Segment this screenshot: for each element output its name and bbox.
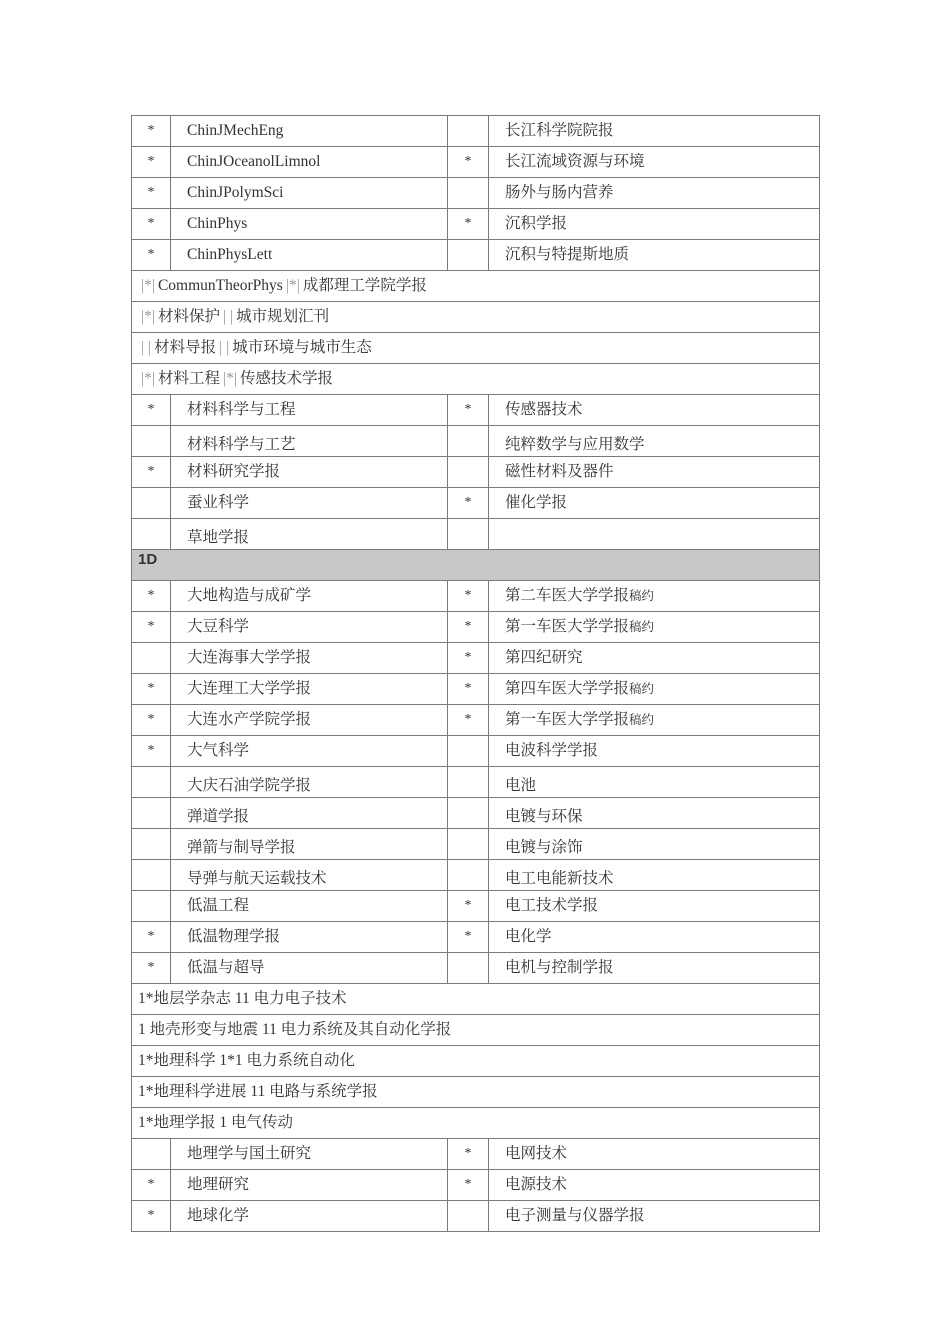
- core-mark-left: *: [132, 178, 171, 209]
- cell-separator: | |: [222, 308, 234, 325]
- journal-name-right: [489, 922, 820, 953]
- core-mark-left: *: [132, 209, 171, 240]
- journal-name-left: 弹箭与制导学报: [171, 829, 448, 860]
- core-mark-right: *: [448, 1139, 489, 1170]
- merged-text-part: 1 地壳形变与地震 11 电力系统及其自动化学报: [138, 1021, 452, 1038]
- journal-name-text: 电工电能新技术: [505, 870, 614, 887]
- core-mark-left: [132, 767, 171, 798]
- merged-text-part: 传感技术学报: [239, 370, 333, 387]
- journal-name-text: 电镀与环保: [505, 808, 583, 825]
- merged-row: [132, 364, 820, 395]
- journal-name-text: 第二车医大学学报: [505, 587, 630, 604]
- journal-name-right: [489, 240, 820, 271]
- table-row: [132, 426, 820, 457]
- table-row: [132, 457, 820, 488]
- journal-name-right: [489, 798, 820, 829]
- core-mark-right: *: [448, 395, 489, 426]
- core-mark-right: [448, 240, 489, 271]
- core-mark-left: *: [132, 457, 171, 488]
- merged-row: [132, 302, 820, 333]
- core-mark-right: [448, 457, 489, 488]
- merged-text-part: 城市规划汇刊: [236, 308, 330, 325]
- journal-name-right: [489, 643, 820, 674]
- journal-name-left: 大连理工大学学报: [171, 674, 448, 705]
- journal-name-left: 大地构造与成矿学: [171, 581, 448, 612]
- journal-name-right: [489, 116, 820, 147]
- core-mark-right: *: [448, 147, 489, 178]
- journal-name-text: 电化学: [505, 928, 552, 945]
- merged-row-text: [132, 302, 820, 333]
- merged-row-text: [132, 364, 820, 395]
- cell-separator: |*|: [222, 370, 237, 387]
- journal-name-left: 地理研究: [171, 1170, 448, 1201]
- journal-name-left: 大庆石油学院学报: [171, 767, 448, 798]
- journal-name-left: 大豆科学: [171, 612, 448, 643]
- core-mark-right: [448, 736, 489, 767]
- table-row: [132, 860, 820, 891]
- journal-name-left: 蚕业科学: [171, 488, 448, 519]
- journal-name-left: 导弹与航天运载技术: [171, 860, 448, 891]
- core-mark-left: *: [132, 1170, 171, 1201]
- section-label: 1D: [132, 550, 820, 581]
- core-mark-right: [448, 798, 489, 829]
- table-row: [132, 519, 820, 550]
- table-row: [132, 922, 820, 953]
- journal-name-left: 低温工程: [171, 891, 448, 922]
- journal-name-text: 电源技术: [505, 1176, 568, 1193]
- journal-note: 稿约: [629, 620, 655, 634]
- journal-name-text: 电网技术: [505, 1145, 568, 1162]
- merged-row: [132, 333, 820, 364]
- merged-row-text: [132, 1077, 820, 1108]
- cell-separator: | |: [141, 339, 152, 356]
- journal-name-text: 纯粹数学与应用数学: [505, 436, 645, 453]
- core-mark-right: *: [448, 581, 489, 612]
- journal-name-right: [489, 860, 820, 891]
- table-row: [132, 147, 820, 178]
- merged-row-text: [132, 271, 820, 302]
- journal-name-text: 磁性材料及器件: [505, 463, 614, 480]
- journal-name-text: 电镀与涂饰: [505, 839, 583, 856]
- core-mark-left: *: [132, 674, 171, 705]
- journal-name-right: [489, 953, 820, 984]
- core-mark-left: *: [132, 922, 171, 953]
- journal-name-left: 地球化学: [171, 1201, 448, 1232]
- cell-separator: | |: [219, 339, 230, 356]
- journal-note: 稿约: [629, 589, 655, 603]
- core-mark-left: *: [132, 705, 171, 736]
- journal-name-left: 材料研究学报: [171, 457, 448, 488]
- core-mark-left: [132, 798, 171, 829]
- journal-name-right: [489, 1201, 820, 1232]
- core-mark-right: *: [448, 705, 489, 736]
- journal-table: [131, 115, 820, 1232]
- merged-row: [132, 1046, 820, 1077]
- table-row: [132, 116, 820, 147]
- merged-text-part: 1*地理学报 1 电气传动: [138, 1114, 294, 1131]
- merged-text-part: 1*地理科学进展 11 电路与系统学报: [138, 1083, 378, 1100]
- core-mark-left: [132, 426, 171, 457]
- merged-text-part: 1*地层学杂志 11 电力电子技术: [138, 990, 347, 1007]
- journal-name-text: 催化学报: [505, 494, 568, 511]
- table-row: [132, 209, 820, 240]
- core-mark-left: *: [132, 736, 171, 767]
- journal-name-text: 传感器技术: [505, 401, 583, 418]
- table-row: [132, 1170, 820, 1201]
- journal-name-right: [489, 1170, 820, 1201]
- journal-name-left: ChinJMechEng: [171, 116, 448, 147]
- core-mark-left: *: [132, 612, 171, 643]
- core-mark-left: *: [132, 1201, 171, 1232]
- core-mark-right: *: [448, 922, 489, 953]
- core-mark-left: *: [132, 147, 171, 178]
- journal-name-right: [489, 736, 820, 767]
- journal-name-text: 长江科学院院报: [505, 122, 614, 139]
- table-row: [132, 178, 820, 209]
- table-row: [132, 488, 820, 519]
- table-row: [132, 674, 820, 705]
- journal-name-right: [489, 209, 820, 240]
- core-mark-right: [448, 829, 489, 860]
- journal-name-right: [489, 519, 820, 550]
- merged-row: [132, 1077, 820, 1108]
- journal-name-text: 沉积学报: [505, 215, 568, 232]
- journal-name-text: 电子测量与仪器学报: [505, 1207, 645, 1224]
- cell-separator: |*|: [141, 277, 155, 294]
- table-row: [132, 767, 820, 798]
- journal-name-left: 弹道学报: [171, 798, 448, 829]
- merged-text-part: 成都理工学院学报: [302, 277, 427, 294]
- core-mark-right: *: [448, 209, 489, 240]
- core-mark-right: [448, 116, 489, 147]
- merged-row: [132, 271, 820, 302]
- core-mark-left: [132, 891, 171, 922]
- journal-name-right: [489, 829, 820, 860]
- journal-name-right: [489, 891, 820, 922]
- journal-name-text: 第四车医大学学报: [505, 680, 630, 697]
- core-mark-right: [448, 953, 489, 984]
- journal-name-right: [489, 147, 820, 178]
- core-mark-right: *: [448, 643, 489, 674]
- core-mark-left: [132, 643, 171, 674]
- table-row: [132, 581, 820, 612]
- journal-name-left: 低温与超导: [171, 953, 448, 984]
- merged-text-part: 城市环境与城市生态: [232, 339, 372, 356]
- journal-name-left: ChinPhys: [171, 209, 448, 240]
- journal-name-text: 电波科学学报: [505, 742, 599, 759]
- core-mark-left: [132, 488, 171, 519]
- journal-name-left: 大连海事大学学报: [171, 643, 448, 674]
- core-mark-left: *: [132, 581, 171, 612]
- core-mark-right: *: [448, 891, 489, 922]
- core-mark-right: [448, 426, 489, 457]
- table-row: [132, 643, 820, 674]
- journal-name-right: [489, 457, 820, 488]
- core-mark-left: [132, 860, 171, 891]
- core-mark-left: [132, 1139, 171, 1170]
- merged-row-text: [132, 333, 820, 364]
- journal-name-right: [489, 426, 820, 457]
- table-row: [132, 829, 820, 860]
- core-mark-right: [448, 860, 489, 891]
- merged-row: [132, 1015, 820, 1046]
- journal-name-left: 材料科学与工艺: [171, 426, 448, 457]
- core-mark-right: [448, 178, 489, 209]
- journal-name-left: ChinJPolymSci: [171, 178, 448, 209]
- core-mark-right: [448, 1201, 489, 1232]
- section-header-row: [132, 550, 820, 581]
- journal-name-right: [489, 1139, 820, 1170]
- table-row: [132, 612, 820, 643]
- journal-name-left: 地理学与国土研究: [171, 1139, 448, 1170]
- journal-name-text: 第一车医大学学报: [505, 618, 630, 635]
- table-row: [132, 240, 820, 271]
- journal-name-text: 电机与控制学报: [505, 959, 614, 976]
- merged-row-text: [132, 1015, 820, 1046]
- journal-name-right: [489, 178, 820, 209]
- journal-name-text: 电工技术学报: [505, 897, 599, 914]
- merged-text-part: 材料导报: [154, 339, 217, 356]
- core-mark-right: *: [448, 488, 489, 519]
- journal-name-right: [489, 488, 820, 519]
- journal-name-right: [489, 705, 820, 736]
- cell-separator: |*|: [141, 370, 155, 387]
- table-row: [132, 953, 820, 984]
- journal-name-right: [489, 395, 820, 426]
- journal-name-right: [489, 674, 820, 705]
- journal-name-left: ChinJOceanolLimnol: [171, 147, 448, 178]
- merged-row-text: [132, 1108, 820, 1139]
- journal-note: 稿约: [629, 682, 655, 696]
- core-mark-left: *: [132, 395, 171, 426]
- merged-row-text: [132, 984, 820, 1015]
- journal-name-text: 沉积与特提斯地质: [505, 246, 630, 263]
- table-row: [132, 1201, 820, 1232]
- table-row: [132, 705, 820, 736]
- cell-separator: |*|: [141, 308, 155, 325]
- journal-name-text: 第四纪研究: [505, 649, 583, 666]
- core-mark-right: [448, 519, 489, 550]
- merged-text-part: 材料保护: [157, 308, 220, 325]
- journal-name-text: 第一车医大学学报: [505, 711, 630, 728]
- table-row: [132, 395, 820, 426]
- table-row: [132, 798, 820, 829]
- journal-table-body: [132, 116, 820, 1232]
- journal-name-left: 草地学报: [171, 519, 448, 550]
- core-mark-left: *: [132, 116, 171, 147]
- merged-text-part: 1*地理科学 1*1 电力系统自动化: [138, 1052, 356, 1069]
- journal-name-text: 长江流域资源与环境: [505, 153, 645, 170]
- core-mark-left: [132, 829, 171, 860]
- journal-name-text: 电池: [505, 777, 537, 794]
- journal-name-right: [489, 612, 820, 643]
- journal-name-text: 肠外与肠内营养: [505, 184, 614, 201]
- core-mark-right: *: [448, 674, 489, 705]
- journal-name-right: [489, 581, 820, 612]
- merged-text-part: CommunTheorPhys: [157, 277, 283, 294]
- merged-row: [132, 1108, 820, 1139]
- journal-name-left: ChinPhysLett: [171, 240, 448, 271]
- merged-row: [132, 984, 820, 1015]
- journal-name-right: [489, 767, 820, 798]
- core-mark-right: *: [448, 1170, 489, 1201]
- table-row: [132, 1139, 820, 1170]
- merged-text-part: 材料工程: [157, 370, 220, 387]
- merged-row-text: [132, 1046, 820, 1077]
- journal-name-left: 大气科学: [171, 736, 448, 767]
- table-row: [132, 736, 820, 767]
- core-mark-left: [132, 519, 171, 550]
- cell-separator: |*|: [285, 277, 300, 294]
- core-mark-right: *: [448, 612, 489, 643]
- journal-name-left: 材料科学与工程: [171, 395, 448, 426]
- journal-name-left: 低温物理学报: [171, 922, 448, 953]
- journal-note: 稿约: [629, 713, 655, 727]
- core-mark-left: *: [132, 953, 171, 984]
- journal-name-left: 大连水产学院学报: [171, 705, 448, 736]
- core-mark-right: [448, 767, 489, 798]
- core-mark-left: *: [132, 240, 171, 271]
- table-row: [132, 891, 820, 922]
